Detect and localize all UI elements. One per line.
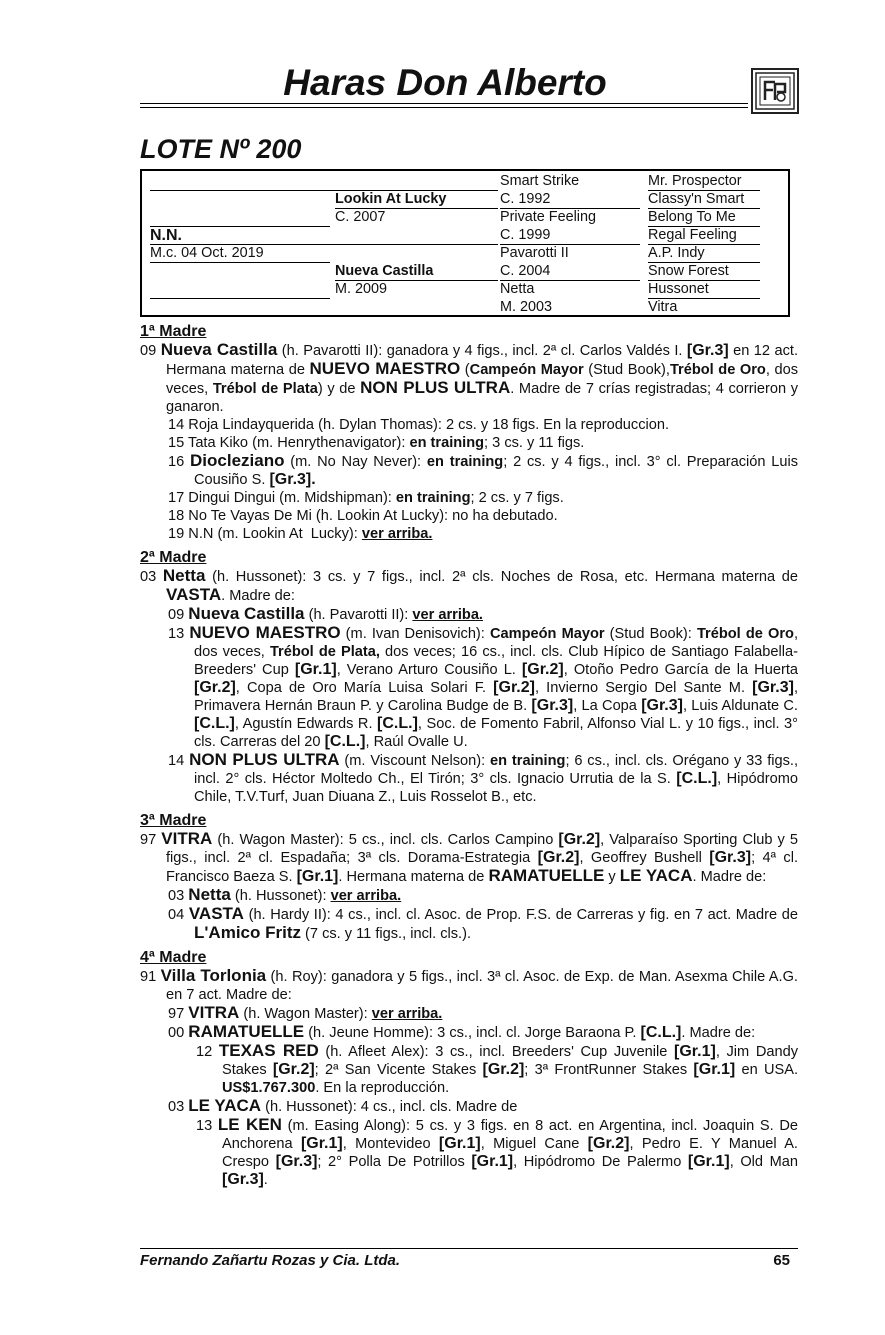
- third-dam-section: [140, 812, 798, 943]
- dam-sire: Pavarotti II: [500, 245, 569, 261]
- fourth-dam-section: [140, 949, 798, 1189]
- produce-entry: 12 TEXAS RED (h. Afleet Alex): 3 cs., incl. Breeders' Cup Juvenile [Gr.1], Jim Dandy Stakes [Gr.2]; 2ª San Vicente Stakes [Gr.2]; 3ª FrontRunner Stakes [Gr.1] en USA. US$1.767.300. En la reproducción.: [196, 1041, 799, 1096]
- pedigree-line: [150, 299, 330, 317]
- first-dam-section: [140, 323, 798, 543]
- produce-entry: 04 VASTA (h. Hardy II): 4 cs., incl. cl. Asoc. de Prop. F.S. de Carreras y fig. en 7 act. Madre de L'Amico Fritz (7 cs. y 11 figs., incl. cls.).: [168, 904, 798, 942]
- dam-entry: 09 Nueva Castilla (h. Pavarotti II): ganadora y 4 figs., incl. 2ª cl. Carlos Valdés I. [Gr.3] en 12 act. Hermana materna de NUEVO MAESTRO (Campeón Mayor (Stud Book),Trébol de Oro, dos veces, Trébol de Plata) y de NON PLUS ULTRA. Madre de 7 crías registradas; 4 corrieron y ganaron.: [140, 340, 799, 415]
- produce-entry: 13 NUEVO MAESTRO (m. Ivan Denisovich): Campeón Mayor (Stud Book): Trébol de Oro, dos veces, Trébol de Plata, dos veces; 16 cs., incl. cls. Club Hípico de Santiago Falabella-Breeders' Cup [Gr.1], Verano Arturo Cousiño L. [Gr.2], Otoño Pedro García de la Huerta [Gr.2], Copa de Oro María Luisa Solari F. [Gr.2], Invierno Sergio Del Sante M. [Gr.3], Primavera Hernán Braun P. y Carolina Budge de B. [Gr.3], La Copa [Gr.3], Luis Aldunate C. [C.L.], Agustín Edwards R. [C.L.], Soc. de Fomento Fabril, Alfonso Vial L. y 10 figs., incl. 3° cls. Carreras del 20 [C.L.], Raúl Ovalle U.: [168, 623, 798, 750]
- dam-info: M. 2009: [335, 281, 387, 297]
- ancestor: A.P. Indy: [648, 245, 760, 263]
- sire-dam-info: C. 1999: [500, 227, 640, 245]
- produce-entry: 00 RAMATUELLE (h. Jeune Homme): 3 cs., incl. cl. Jorge Baraona P. [C.L.]. Madre de:: [168, 1022, 756, 1041]
- produce-entry: 19 N.N (m. Lookin At Lucky): ver arriba.: [168, 526, 433, 542]
- pedigree-line: [330, 299, 498, 317]
- dam-entry: 97 VITRA (h. Wagon Master): 5 cs., incl. cls. Carlos Campino [Gr.2], Valparaíso Sporting Club y 5 figs., incl. 2ª cl. Espadaña; 3ª cls. Dorama-Estrategia [Gr.2], Geoffrey Bushell [Gr.3]; 4ª cl. Francisco Baeza S. [Gr.1]. Hermana materna de RAMATUELLE y LE YACA. Madre de:: [140, 829, 799, 885]
- footer-company: Fernando Zañartu Rozas y Cia. Ltda.: [140, 1252, 401, 1269]
- ancestor: Regal Feeling: [648, 227, 760, 245]
- dam-entry: 03 Netta (h. Hussonet): 3 cs. y 7 figs., incl. 2ª cls. Noches de Rosa, etc. Hermana materna de VASTA. Madre de:: [140, 566, 798, 604]
- pedigree-line: [150, 173, 330, 191]
- produce-entry: 09 Nueva Castilla (h. Pavarotti II): ver arriba.: [168, 604, 483, 623]
- catalog-page: [140, 60, 798, 1189]
- produce-entry: 03 Netta (h. Hussonet): ver arriba.: [168, 885, 402, 904]
- produce-entry: 15 Tata Kiko (m. Henrythenavigator): en training; 3 cs. y 11 figs.: [168, 435, 585, 451]
- section-heading: 1ª Madre: [140, 323, 207, 340]
- produce-entry: 97 VITRA (h. Wagon Master): ver arriba.: [168, 1003, 443, 1022]
- sire-sire-info: C. 1992: [500, 191, 640, 209]
- sire-sire: Smart Strike: [500, 173, 580, 189]
- sire-name: Lookin At Lucky: [335, 191, 498, 209]
- produce-entry: 16 Diocleziano (m. No Nay Never): en training; 2 cs. y 4 figs., incl. 3° cl. Preparación Luis Cousiño S. [Gr.3].: [168, 451, 799, 488]
- section-heading: 2ª Madre: [140, 549, 207, 566]
- dam-dam: Netta: [500, 281, 535, 297]
- produce-entry: 14 Roja Lindayquerida (h. Dylan Thomas): 2 cs. y 18 figs. En la reproduccion.: [168, 417, 670, 433]
- header-rule: [140, 107, 748, 108]
- second-dam-section: [140, 549, 798, 806]
- page-number: 65: [773, 1252, 790, 1269]
- dam-sire-info: C. 2004: [500, 263, 640, 281]
- page-footer: [140, 1248, 798, 1273]
- lot-number: LOTE Nº 200: [140, 134, 302, 164]
- produce-entry: 14 NON PLUS ULTRA (m. Viscount Nelson): en training; 6 cs., incl. cls. Orégano y 33 figs., incl. 2° cls. Héctor Moltedo Ch., El Tirón; 3° cls. Ignacio Urrutia de la S. [C.L.], Hipódromo Chile, T.V.Turf, Juan Diuana Z., Luis Rosselot B., etc.: [168, 750, 799, 805]
- produce-entry: 13 LE KEN (m. Easing Along): 5 cs. y 3 figs. en 8 act. en Argentina, incl. Joaquin S. De Anchorena [Gr.1], Montevideo [Gr.1], Miguel Cane [Gr.2], Pedro E. Y Manuel A. Crespo [Gr.3]; 2° Polla De Potrillos [Gr.1], Hipódromo De Palermo [Gr.1], Old Man [Gr.3].: [196, 1115, 798, 1188]
- produce-entry: 18 No Te Vayas De Mi (h. Lookin At Lucky): no ha debutado.: [168, 508, 558, 524]
- sire-info: C. 2007: [335, 209, 386, 225]
- produce-entry: 17 Dingui Dingui (m. Midshipman): en training; 2 cs. y 7 figs.: [168, 490, 564, 506]
- page-title: Haras Don Alberto: [283, 62, 607, 103]
- ancestor: Belong To Me: [648, 209, 760, 227]
- ancestor: Mr. Prospector: [648, 173, 760, 191]
- pedigree-line: [150, 209, 330, 227]
- ancestor: Hussonet: [648, 281, 760, 299]
- header-rule: [140, 103, 748, 104]
- section-heading: 4ª Madre: [140, 949, 207, 966]
- pedigree-line: [330, 209, 498, 226]
- haras-logo: [751, 68, 799, 114]
- page-header: [140, 60, 798, 114]
- dam-dam-info: M. 2003: [500, 299, 640, 317]
- section-heading: 3ª Madre: [140, 812, 207, 829]
- ancestor: Snow Forest: [648, 263, 760, 281]
- horse-name: N.N.: [150, 227, 330, 245]
- pedigree-table: [140, 169, 790, 317]
- ancestor: Classy'n Smart: [648, 191, 760, 209]
- ancestor: Vitra: [648, 299, 760, 317]
- pedigree-line: [330, 227, 498, 245]
- produce-entry: 03 LE YACA (h. Hussonet): 4 cs., incl. cls. Madre de: [168, 1096, 518, 1115]
- horse-birth: M.c. 04 Oct. 2019: [150, 245, 330, 263]
- dam-entry: 91 Villa Torlonia (h. Roy): ganadora y 5 figs., incl. 3ª cl. Asoc. de Exp. de Man. Asexma Chile A.G. en 7 act. Madre de:: [140, 966, 798, 1003]
- pedigree-line: [330, 173, 498, 191]
- sire-dam: Private Feeling: [500, 209, 596, 225]
- dam-name: Nueva Castilla: [335, 263, 498, 281]
- pedigree-line: [150, 281, 330, 299]
